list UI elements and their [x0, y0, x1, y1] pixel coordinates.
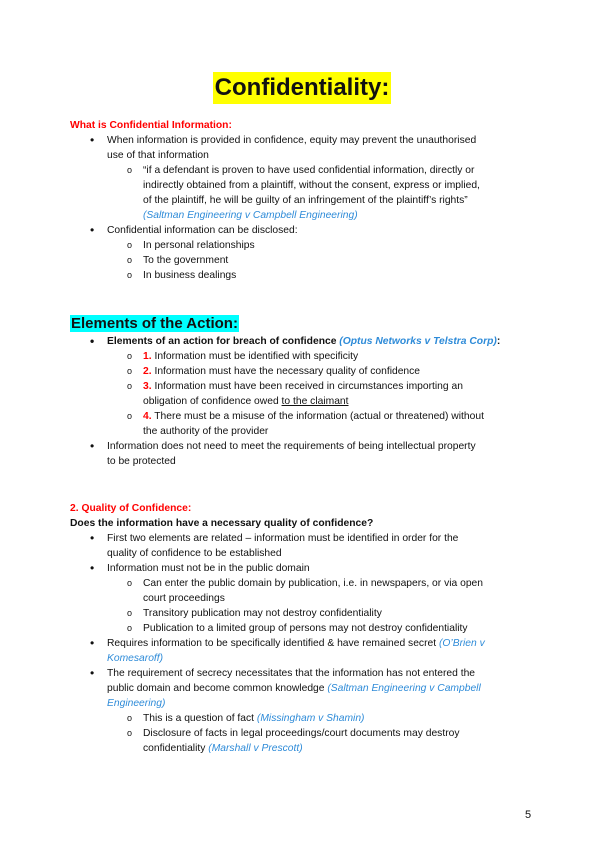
text: Elements of an action for breach of confidence	[107, 336, 340, 347]
bullet-line: • Information does not need to meet the requirements of being intellectual property	[70, 439, 550, 454]
title-text: Confidentiality:	[213, 72, 392, 104]
element-item	[70, 379, 550, 394]
sub-bullet: o Transitory publication may not destroy confidentiality	[70, 606, 550, 621]
case-citation: (Optus Networks v Telstra Corp)	[339, 336, 497, 347]
text: Information must have the necessary quality of confidence	[151, 366, 421, 377]
quote-line: of the plaintiff, he will be guilty of an infringement of the plaintiff’s rights”	[143, 195, 468, 206]
case-citation: Komesaroff)	[107, 653, 164, 664]
text: Information must be identified with specificity	[151, 351, 359, 362]
case-citation: (Saltman Engineering v Campbell Engineering)	[143, 210, 358, 221]
bullet-line	[70, 636, 550, 651]
section-heading: 2. Quality of Confidence:	[70, 503, 192, 514]
bullet-line: • First two elements are related – information must be identified in order for the	[70, 531, 550, 546]
case-citation: (Missingham v Shamin)	[256, 713, 365, 724]
element-item	[70, 409, 550, 424]
bullet-line	[70, 681, 550, 696]
sub-bullet	[70, 741, 550, 756]
case-citation: Engineering)	[107, 698, 166, 709]
text: This is a question of fact	[143, 713, 257, 724]
underlined-text: to the claimant	[281, 396, 349, 407]
element-number: 3.	[143, 381, 152, 392]
heading-text: Elements of the Action:	[71, 315, 238, 332]
element-item-cont	[70, 394, 550, 409]
text: Information must have been received in circumstances importing an	[151, 381, 463, 392]
text: There must be a misuse of the information (actual or threatened) without	[151, 411, 484, 422]
text: public domain and become common knowledge	[107, 683, 328, 694]
bullet-line: • Confidential information can be disclosed:	[70, 223, 550, 238]
sub-bullet: o To the government	[70, 253, 550, 268]
text: obligation of confidence owed	[143, 396, 282, 407]
text: confidentiality	[143, 743, 209, 754]
sub-bullet: o Can enter the public domain by publication, i.e. in newspapers, or via open	[70, 576, 550, 591]
quote-line: indirectly obtained from a plaintiff, without the consent, express or implied,	[143, 180, 480, 191]
sub-bullet: o Publication to a limited group of persons may not destroy confidentiality	[70, 621, 550, 636]
element-number: 2.	[143, 366, 152, 377]
element-item	[70, 364, 550, 379]
element-number: 4.	[143, 411, 152, 422]
element-item-cont: the authority of the provider	[143, 426, 269, 437]
document-body	[70, 118, 550, 756]
bullet-line: quality of confidence to be established	[107, 548, 282, 559]
case-citation: (Marshall v Prescott)	[208, 743, 303, 754]
element-number: 1.	[143, 351, 152, 362]
case-citation: (Saltman Engineering v Campbell	[327, 683, 481, 694]
sub-bullet: court proceedings	[143, 593, 225, 604]
page-number: 5	[525, 809, 532, 821]
sub-bullet: o In business dealings	[70, 268, 550, 283]
case-citation: (O’Brien v	[438, 638, 485, 649]
element-item	[70, 349, 550, 364]
text: :	[496, 336, 501, 347]
bullet-line: use of that information	[107, 150, 209, 161]
quote-line: o “if a defendant is proven to have used confidential information, directly or	[70, 163, 550, 178]
page-title	[0, 72, 604, 104]
section-heading: What is Confidential Information:	[70, 120, 232, 131]
bullet-line: • The requirement of secrecy necessitates that the information has not entered the	[70, 666, 550, 681]
bullet-line: • When information is provided in confidence, equity may prevent the unauthorised	[70, 133, 550, 148]
section-heading-elements	[70, 314, 550, 334]
sub-bullet: o Disclosure of facts in legal proceedings/court documents may destroy	[70, 726, 550, 741]
sub-bullet: o In personal relationships	[70, 238, 550, 253]
section-question: Does the information have a necessary quality of confidence?	[70, 518, 374, 529]
bullet-line: to be protected	[107, 456, 176, 467]
bullet-line: • Information must not be in the public domain	[70, 561, 550, 576]
text: Requires information to be specifically identified & have remained secret	[107, 638, 439, 649]
bullet-line	[70, 334, 550, 349]
sub-bullet	[70, 711, 550, 726]
